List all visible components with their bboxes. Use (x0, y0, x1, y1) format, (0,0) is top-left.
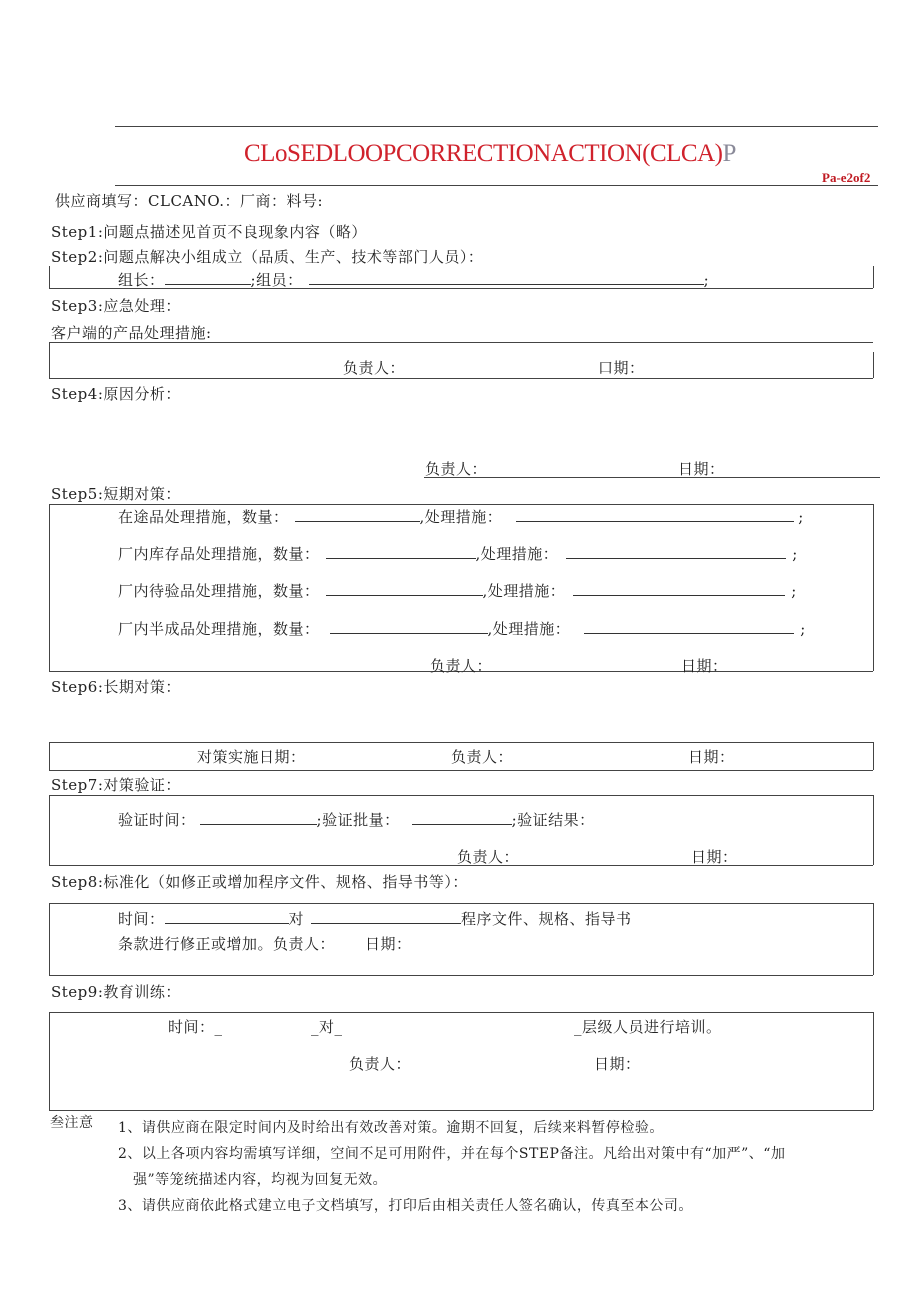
step3-box-top (49, 342, 873, 343)
step9-box-top (49, 1012, 873, 1013)
step6-date-label: 日期： (688, 748, 735, 766)
step7-box-top (49, 795, 873, 796)
step3-owner-label: 负责人： (343, 359, 406, 377)
note-1: 1、请供应商在限定时间内及时给出有效改善对策。逾期不回复，后续来料暂停检验。 (118, 1120, 664, 1136)
step7-fields-line (118, 809, 595, 830)
step6-box-bottom (49, 770, 873, 771)
step5-owner-label: 负责人： (430, 657, 493, 675)
form-title (244, 140, 736, 168)
note-2-cont: 强”等笼统描述内容，均视为回复无效。 (133, 1172, 388, 1188)
step4-sign-rule (424, 477, 880, 478)
step9-text: Step9:教育训练： (51, 983, 181, 1001)
supplier-line: 供应商填写：CLCANO.：厂商：料号: (55, 192, 324, 210)
row-end: ; (791, 582, 797, 600)
std-target-field[interactable] (311, 909, 461, 924)
verify-batch-field[interactable] (412, 810, 512, 825)
row-label: 厂内待验品处理措施，数量： (118, 582, 320, 600)
step7-box-left (49, 795, 50, 865)
step6-owner-label: 负责人： (451, 748, 514, 766)
row-end: ; (792, 545, 798, 563)
step5-row-stock (118, 543, 798, 564)
step9-box-bottom (49, 1110, 873, 1111)
leader-field[interactable] (165, 270, 251, 285)
std-line2: 条款进行修正或增加。负责人： (118, 935, 336, 953)
row-end: ; (800, 620, 806, 638)
leader-label: 组长： (118, 271, 165, 289)
qty-field[interactable] (295, 507, 420, 522)
step9-owner-label: 负责人： (349, 1055, 412, 1073)
member-field[interactable] (309, 270, 704, 285)
action-field[interactable] (566, 544, 786, 559)
step9-train-label: _层级人员进行培训。 (574, 1018, 722, 1036)
qty-field[interactable] (330, 619, 488, 634)
qty-field[interactable] (326, 581, 483, 596)
step8-box-top (49, 903, 873, 904)
step1-text: Step1:问题点描述见首页不良现象内容（略） (51, 223, 367, 241)
verify-batch-label: ;验证批量： (316, 811, 400, 829)
step6-impl-label: 对策实施日期： (197, 748, 306, 766)
step8-box-bottom (49, 975, 873, 976)
std-time-label: 时间： (118, 910, 165, 928)
step3-text: Step3:应急处理： (51, 297, 181, 315)
std-to-label: 对 (288, 910, 305, 928)
step5-box-right (873, 504, 874, 671)
top-rule (115, 126, 878, 127)
step6-box-right (873, 742, 874, 770)
row-mid: ,处理措施： (419, 508, 503, 526)
title-tail: P (722, 140, 736, 167)
step5-row-transit (118, 506, 804, 527)
note-3: 3、请供应商依此格式建立电子文档填写，打印后由相关责任人签名确认，传真至本公司。 (118, 1198, 693, 1214)
step8-box-left (49, 903, 50, 975)
step3-box-bottom (49, 378, 873, 379)
std-time-field[interactable] (165, 909, 289, 924)
row-mid: ,处理措施： (487, 620, 571, 638)
std-docs-label: 程序文件、规格、指导书 (461, 910, 632, 928)
note-2: 2、以上各项内容均需填写详细，空间不足可用附件，并在每个STEP备注。凡给出对策中有“加严”、“加 (118, 1146, 786, 1162)
note-3-clip (118, 1195, 693, 1214)
step5-row-pending (118, 580, 797, 601)
row-end: ; (798, 508, 804, 526)
step9-to-label: _对_ (311, 1018, 343, 1036)
step2-text: Step2:问题点解决小组成立（品质、生产、技术等部门人员）： (51, 248, 484, 266)
step4-date-label: 日期： (678, 460, 725, 478)
step4-text: Step4:原因分析： (51, 385, 181, 403)
row-label: 厂内半成品处理措施，数量： (118, 620, 320, 638)
row-mid: ,处理措施： (475, 545, 559, 563)
qty-field[interactable] (326, 544, 476, 559)
row-label: 厂内库存品处理措施，数量： (118, 545, 320, 563)
step9-box-right (873, 1012, 874, 1110)
verify-time-label: 验证时间： (118, 811, 196, 829)
step8-box-right (873, 903, 874, 975)
notes-label: 叁注意 (50, 1115, 94, 1131)
team-end: ; (703, 271, 710, 289)
step9-box-left (49, 1012, 50, 1110)
step5-date-label: 日期： (681, 657, 728, 675)
step3-box-right (873, 352, 874, 378)
step3-date-label: 口期： (598, 359, 645, 377)
step8-line2 (118, 933, 412, 954)
step6-text: Step6:长期对策： (51, 678, 181, 696)
action-field[interactable] (516, 507, 794, 522)
step2-box-right (873, 266, 874, 288)
step2-box-left (49, 266, 50, 288)
action-field[interactable] (584, 619, 794, 634)
step5-box-left (49, 504, 50, 671)
step5-row-semi (118, 618, 806, 639)
step6-box-left (49, 742, 50, 770)
step5-text: Step5:短期对策： (51, 485, 181, 503)
verify-result-label: ;验证结果： (511, 811, 595, 829)
step5-box-top (49, 504, 873, 505)
step6-box-top (49, 742, 873, 743)
step3-customer-label: 客户端的产品处理措施: (51, 324, 212, 342)
step9-date-label: 日期： (594, 1055, 641, 1073)
row-label: 在途品处理措施，数量： (118, 508, 289, 526)
step4-owner-label: 负责人： (425, 460, 488, 478)
action-field[interactable] (573, 581, 785, 596)
row-mid: ,处理措施： (482, 582, 566, 600)
step8-line1 (118, 908, 632, 929)
member-label: ;组员： (250, 271, 303, 289)
std-date-label: 日期： (365, 935, 412, 953)
step7-date-label: 日期： (691, 848, 738, 866)
step7-text: Step7:对策验证： (51, 776, 181, 794)
title-main: CLoSEDLOOPCORRECTIONACTION(CLCA) (244, 140, 723, 167)
header-rule (115, 185, 878, 186)
page-number: Pa-e2of2 (822, 170, 871, 185)
step2-team-line (118, 269, 709, 290)
step7-owner-label: 负责人： (457, 848, 520, 866)
step7-box-right (873, 795, 874, 865)
step9-time-label: 时间：_ (168, 1018, 223, 1036)
verify-time-field[interactable] (200, 810, 317, 825)
step3-box-left (49, 342, 50, 378)
step8-text: Step8:标准化（如修正或增加程序文件、规格、指导书等）： (51, 873, 468, 891)
